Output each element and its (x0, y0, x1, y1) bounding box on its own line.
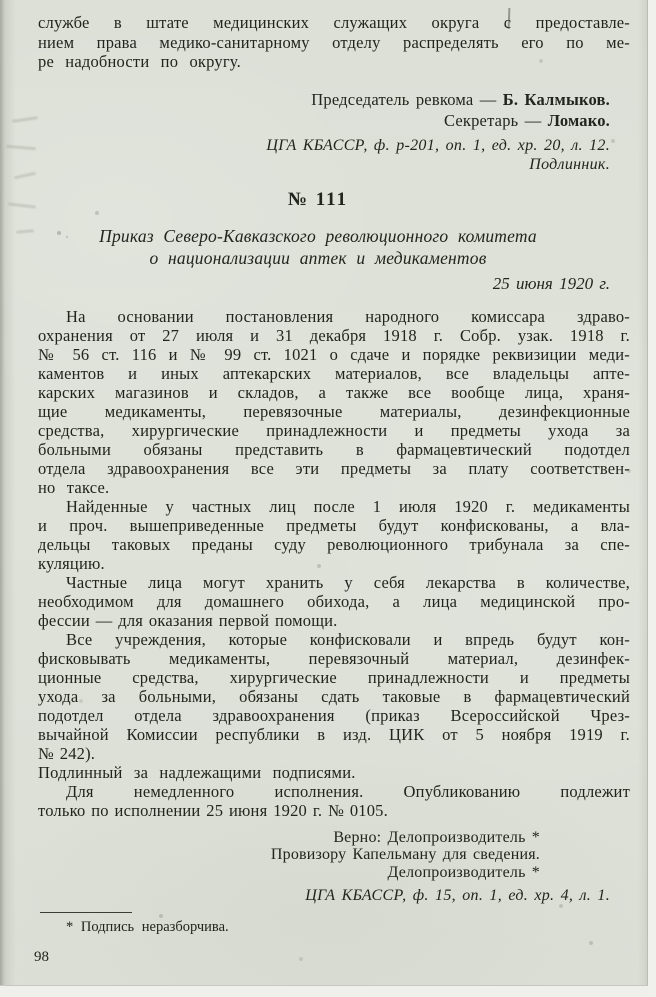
text-line: только по исполнении 25 июня 1920 г. № 0105. (38, 800, 388, 820)
text-line: Для немедленного исполнения. Опубликованию подлежит (66, 781, 630, 801)
signature-role: Секретарь — (443, 110, 548, 130)
certification-line: Верно: Делопроизводитель * (333, 828, 540, 846)
paragraph (38, 573, 630, 630)
signature-role: Председатель ревкома — (311, 89, 503, 109)
paragraph (38, 782, 630, 820)
authenticity-note: Подлинник. (529, 155, 610, 173)
text-line: отдела здравоохранения все эти предметы за плату соответствен- (38, 458, 630, 478)
paragraph (38, 307, 630, 497)
document-number: № 111 (287, 188, 349, 210)
text-line: № 56 ст. 116 и № 99 ст. 1021 о сдаче и порядке реквизиции меди- (38, 344, 630, 364)
text-line: вычайной Комиссии республики в изд. ЦИК от 5 ноября 1919 г. (38, 724, 630, 744)
scan-bottom-margin (0, 985, 648, 997)
text-line: каментов и иных аптекарских материалов, все владельцы апте- (38, 363, 630, 383)
text-line: нием права медико-санитарному отделу распределять его по ме- (38, 32, 630, 52)
archive-reference: ЦГА КБАССР, ф. р-201, оп. 1, ед. хр. 20, л. 12. (266, 136, 610, 154)
document-body (38, 307, 630, 820)
text-line: Частные лица могут хранить у себя лекарства в количестве, (66, 572, 630, 592)
signature-block (38, 89, 610, 131)
previous-document-fragment (38, 13, 630, 72)
certification-line: Провизору Капельману для сведения. (270, 846, 540, 863)
text-line: щие медикаменты, перевязочные материалы, дезинфекционные (38, 401, 630, 421)
text-line: ре надобности по округу. (38, 52, 241, 71)
text-line: Подлинный за надлежащими подписями. (38, 762, 356, 782)
signature-name: Ломако. (547, 110, 610, 130)
text-line: средства, хирургические принадлежности и предметы ухода за (38, 420, 630, 440)
text-line: и проч. вышеприведенные предметы будут конфискованы, а вла- (38, 515, 630, 535)
text-line: фисковывать медикаменты, перевязочный материал, дезинфек- (38, 648, 630, 668)
certification-block (38, 829, 540, 882)
text-line: ционные средства, хирургические принадлежности и предметы (38, 667, 630, 687)
title-line: Приказ Северо-Кавказского революционного комитета (99, 225, 537, 246)
scan-right-margin (647, 0, 656, 997)
text-line: но таксе. (38, 477, 110, 497)
text-line: № 242). (38, 743, 96, 763)
certification-line: Делопроизводитель * (387, 863, 540, 881)
page-number: 98 (34, 949, 49, 965)
text-line: На основании постановления народного комиссара здраво- (66, 306, 630, 326)
text-line: больными обязаны представить в фармацевтический подотдел (38, 439, 630, 459)
archive-reference: ЦГА КБАССР, ф. 15, оп. 1, ед. хр. 4, л. 1. (305, 887, 610, 904)
footnote-text: * Подпись неразборчива. (66, 919, 229, 935)
signature-name: Б. Калмыков. (502, 89, 610, 109)
text-line: необходимом для домашнего обихода, а лица медицинской про- (38, 591, 630, 611)
text-line: Все учреждения, которые конфисковали и впредь будут кон- (66, 629, 630, 649)
text-line: ухода за больными, обязаны сдать таковые в фармацевтический (38, 686, 630, 706)
footnote-divider (40, 912, 132, 913)
text-line: дельцы таковых преданы суду революционного трибунала за спе- (38, 534, 630, 554)
document-date: 25 июня 1920 г. (492, 273, 610, 293)
signature-line (38, 89, 610, 110)
text-line: Найденные у частных лиц после 1 июля 1920 г. медикаменты (66, 496, 630, 516)
paragraph (38, 497, 630, 573)
archive-reference-block (38, 136, 610, 174)
text-line: подотдел отдела здравоохранения (приказ Всероссийской Чрез- (38, 705, 630, 725)
text-line: охранения от 27 июля и 31 декабря 1918 г. Собр. узак. 1918 г. (38, 325, 630, 345)
text-line: куляцию. (38, 553, 105, 573)
document-title (38, 225, 630, 269)
archive-reference-block (38, 886, 610, 905)
paragraph (38, 630, 630, 763)
text-line: службе в штате медицинских служащих округа с предоставле- (38, 13, 630, 32)
signature-line (38, 110, 610, 131)
title-line: о национализации аптек и медикаментов (149, 247, 487, 268)
paragraph (38, 763, 630, 782)
text-line: карских магазинов и складов, а также все вообще лица, храня- (38, 382, 630, 402)
text-line: фессии — для оказания первой помощи. (38, 610, 338, 630)
